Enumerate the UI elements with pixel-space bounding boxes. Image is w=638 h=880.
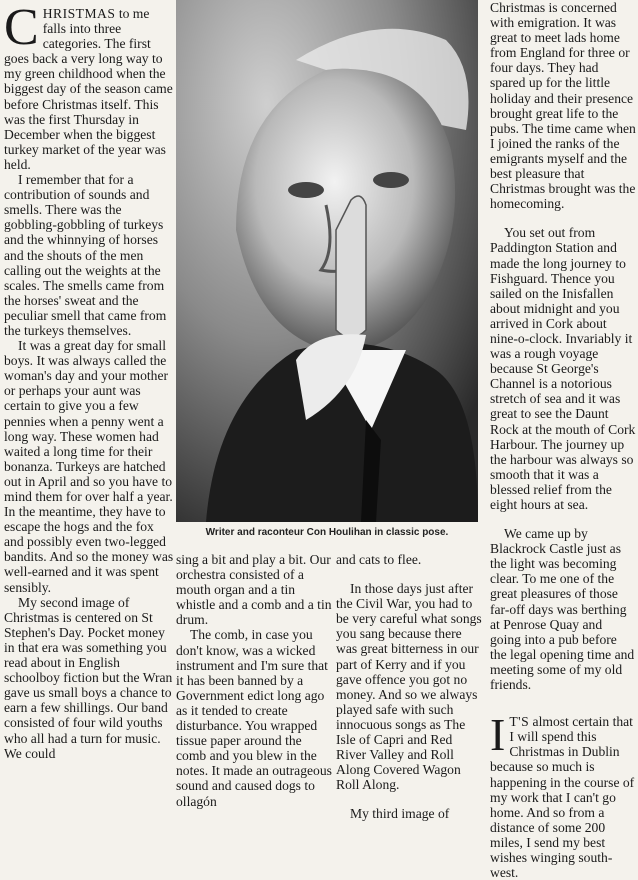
paragraph [490,709,636,880]
lead-text: to me falls into three categories. The first goes back a very long way to my green childhood when the biggest day of the season came before Christmas itself. This was the first Thursday in December when the biggest turkey market of the year was held. [4,6,173,172]
paragraph: You set out from Paddington Station and made the long journey to Fishguard. Thence you sailed on the Inisfallen about midnight and you arrived in Cork about nine-o-clock. Invariably it was a rough voyage because St George's Channel is a notorious stretch of sea and it was great to see the Daunt Rock at the mouth of Cork Harbour. The journey up the harbour was always so smooth that it was a blessed relief from the eight hours at sea. [490,225,636,512]
lead-caps: HRISTMAS [42,6,116,21]
paragraph: My second image of Christmas is centered on St Stephen's Day. Pocket money in that era was something you read about in English schoolboy fiction but the Wran gave us small boys a chance to earn a few shillings. Our band consisted of four wild youths who all had a turn for music. We could [4,594,173,761]
paragraph: The comb, in case you don't know, was a wicked instrument and I'm sure that it has been banned by a Government edict long ago as it tended to create disturbance. You wrapped tissue paper around the comb and you blew in the notes. It made an outrageous sound and caused dogs to ollagón [176,627,332,809]
lead-text: almost certain that I will spend this Christmas in Dublin because so much is happening in the course of my work that I can't go home. And so from a distance of some 200 miles, I send my best wishes winging south-west. [490,714,635,880]
paragraph: and cats to flee. [336,552,422,567]
paragraph [4,0,174,172]
portrait-photo [176,0,478,522]
article-column-3 [336,552,482,822]
article-column-4 [490,0,636,880]
photo-block [176,0,478,548]
article-column-1 [4,0,174,761]
paragraph: sing a bit and play a bit. Our orchestra consisted of a mouth organ and a tin whistle and a comb and a tin drum. [176,552,332,628]
paragraph: It was a great day for small boys. It was always called the woman's day and your mother or perhaps your aunt was certain to give you a few pennies when a penny went a long way. These women had waited a long time for their bonanza. Turkeys are hatched out in April and so you have to mind them for over half a year. In the meantime, they have to escape the hogs and the fox and possibly even two-legged bandits. And so the money was well-earned and it was spent sensibly. [4,338,174,595]
paragraph: We came up by Blackrock Castle just as the light was becoming clear. To me one of the great pleasures of those far-off days was berthing at Penrose Quay and going into a pub before the legal opening time and meeting some of my old friends. [490,526,635,693]
paragraph: In those days just after the Civil War, you had to be very careful what songs you sang because there was great bitterness in our part of Kerry and if you gave offence you got no money. And so we always played safe with such innocuous songs as The Isle of Capri and Red River Valley and Roll Along Covered Wagon Roll Along. [336,581,482,793]
drop-cap: I [490,709,506,761]
paragraph: My third image of [350,806,450,822]
paragraph: Christmas is concerned with emigration. It was great to meet lads home from England for three or four days. They had spared up for the little holiday and their presence brought great life to the pubs. The time came when I joined the ranks of the emigrants myself and the best pleasure that Christmas brought was the homecoming. [490,0,636,212]
paragraph: I remember that for a contribution of sounds and smells. There was the gobbling-gobbling of turkeys and the whinnying of horses and the shouts of the men calling out the weights at the scales. The smells came from the horses' sweat and the peculiar smell that came from the turkeys themselves. [4,172,167,338]
drop-cap: C [4,0,39,56]
photo-caption: Writer and raconteur Con Houlihan in classic pose. [205,527,449,538]
article-column-2 [176,552,334,809]
lead-caps: T'S [509,714,530,730]
